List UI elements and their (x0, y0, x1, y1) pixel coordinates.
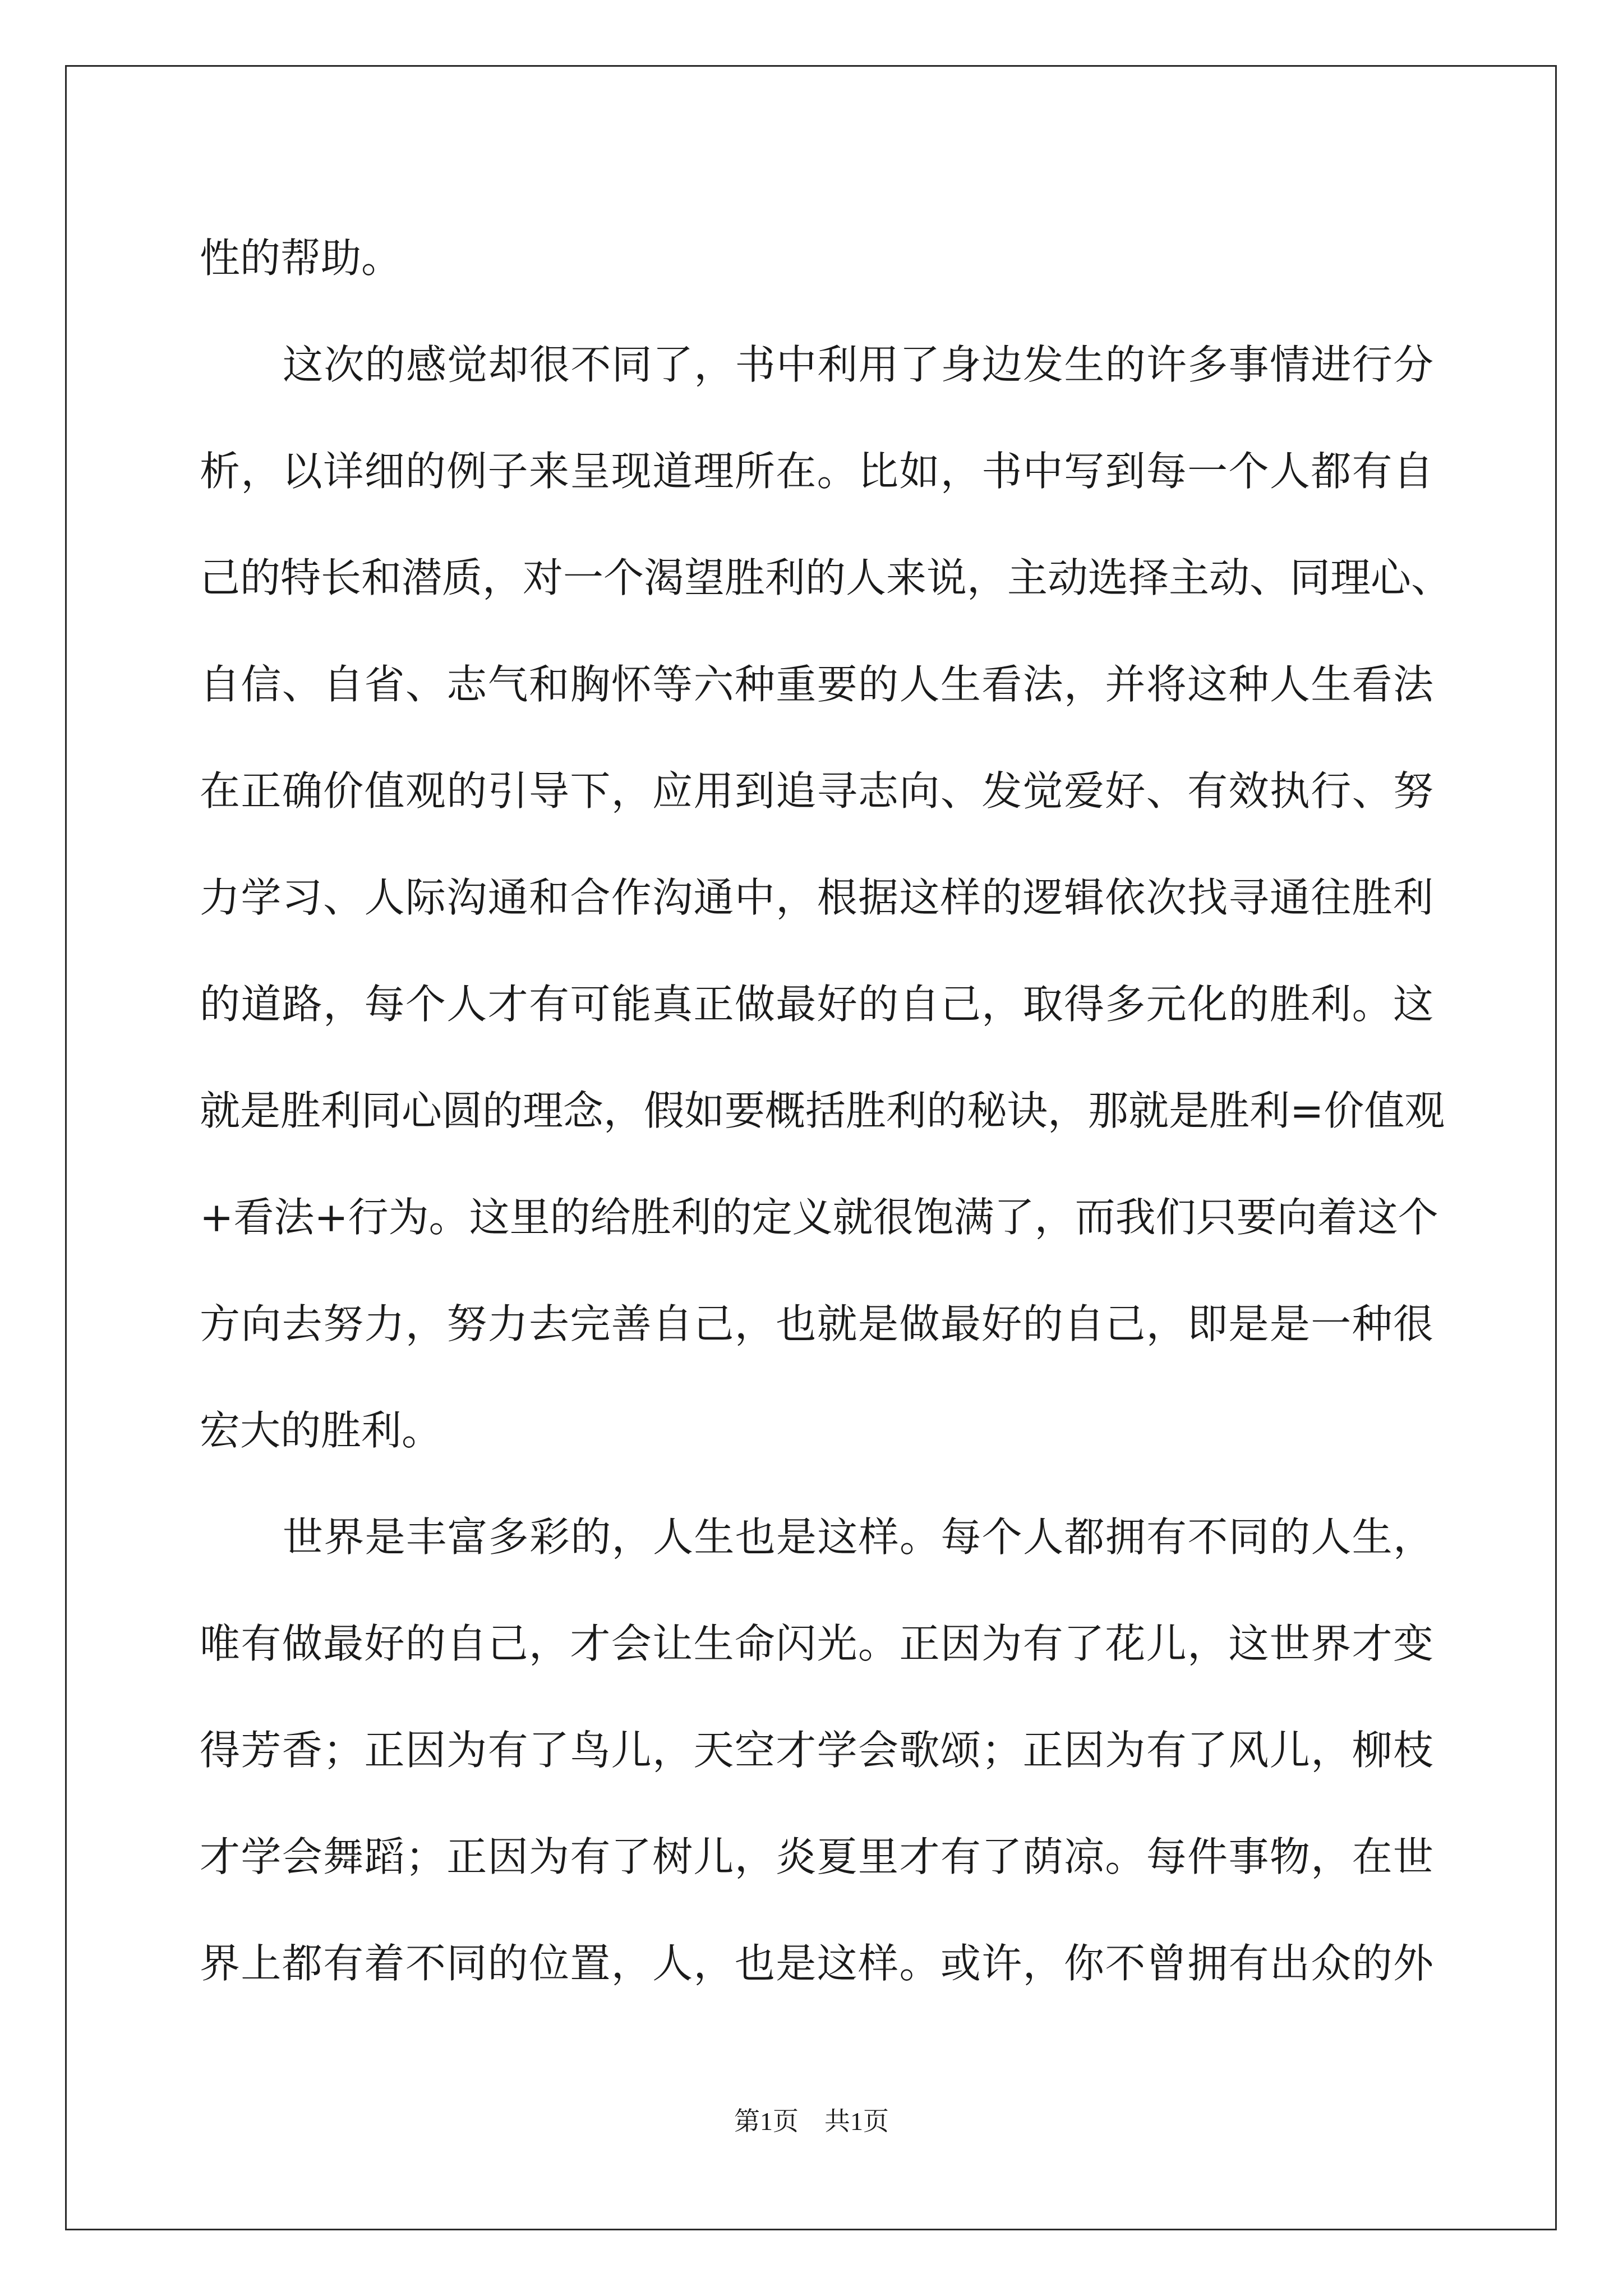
text-line: 在正确价值观的引导下，应用到追寻志向、发觉爱好、有效执行、努 (200, 767, 1433, 815)
text-line: 宏大的胜利。 (200, 1407, 442, 1454)
text-line: 力学习、人际沟通和合作沟通中，根据这样的逻辑依次找寻通往胜利 (200, 874, 1433, 921)
text-line: 的道路，每个人才有可能真正做最好的自己，取得多元化的胜利。这 (200, 981, 1433, 1028)
document-body (200, 210, 1452, 2022)
text-line: +看法+行为。这里的给胜利的定义就很饱满了，而我们只要向着这个 (200, 1194, 1438, 1241)
text-line: 才学会舞蹈；正因为有了树儿，炎夏里才有了荫凉。每件事物，在世 (200, 1833, 1433, 1880)
text-line: 唯有做最好的自己，才会让生命闪光。正因为有了花儿，这世界才变 (200, 1620, 1433, 1667)
text-line: 得芳香；正因为有了鸟儿，天空才学会歌颂；正因为有了风儿，柳枝 (200, 1727, 1433, 1774)
text-line: 析，以详细的例子来呈现道理所在。比如，书中写到每一个人都有自 (200, 448, 1433, 495)
text-line: 就是胜利同心圆的理念，假如要概括胜利的秘诀，那就是胜利=价值观 (200, 1087, 1445, 1134)
text-line: 世界是丰富多彩的，人生也是这样。每个人都拥有不同的人生， (283, 1513, 1433, 1561)
text-line: 自信、自省、志气和胸怀等六种重要的人生看法，并将这种人生看法 (200, 661, 1433, 708)
text-line: 界上都有着不同的位置，人，也是这样。或许，你不曾拥有出众的外 (200, 1940, 1433, 1987)
page-footer (0, 2101, 1623, 2138)
text-line: 方向去努力，努力去完善自己，也就是做最好的自己，即是是一种很 (200, 1300, 1433, 1347)
text-line: 己的特长和潜质，对一个渴望胜利的人来说，主动选择主动、同理心、 (200, 554, 1452, 601)
page-total: 共1页 (824, 2107, 889, 2136)
text-line: 性的帮助。 (200, 234, 402, 282)
text-line: 这次的感觉却很不同了，书中利用了身边发生的许多事情进行分 (283, 341, 1433, 388)
page-number: 第1页 (734, 2107, 799, 2136)
